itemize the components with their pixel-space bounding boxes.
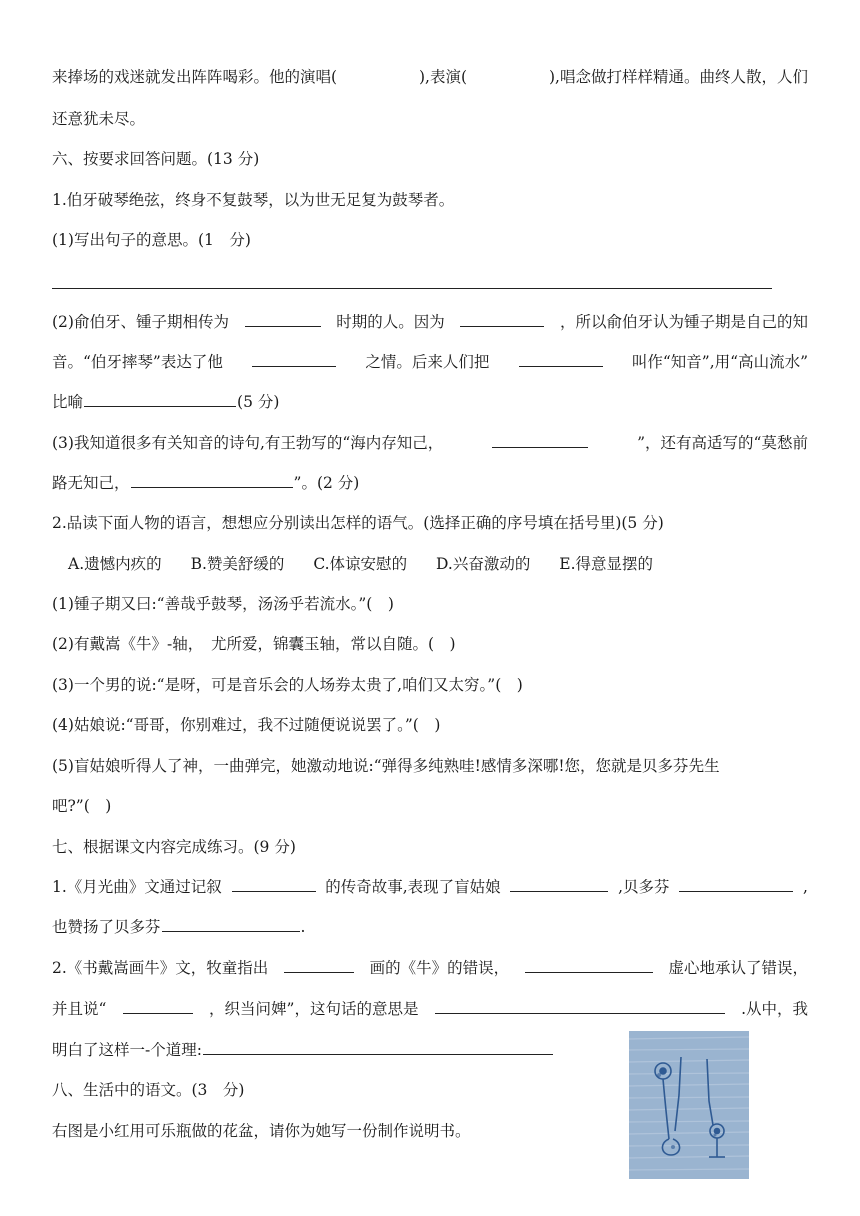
s7-q1-text-c: ,贝多芬 [618, 878, 670, 896]
s7-q1-text-b: 的传奇故事,表现了盲姑娘 [325, 878, 501, 896]
fill-blank[interactable] [525, 958, 653, 973]
fill-blank[interactable] [123, 999, 193, 1014]
fill-blank[interactable] [435, 999, 725, 1014]
s6-q2-item-4[interactable]: (4)姑娘说:“哥哥，你别难过，我不过随便说说罢了。”( ) [52, 716, 441, 734]
section-8-title: 八、生活中的语文。(3 分) [52, 1081, 245, 1099]
q1-3-text-b: ”，还有高适写的“莫愁前 [637, 434, 808, 452]
option-d: D.兴奋激动的 [436, 555, 531, 573]
q1-2-text-f: 叫作“知音”,用“高山流水” [631, 353, 808, 371]
q2-5-text-a: (5)盲姑娘听得人了神，一曲弹完，她激动地说:“弹得多纯熟哇!感情多深哪!您，您就是贝多芬先生 [52, 757, 720, 775]
s7-q2-text-f: .从中，我 [741, 1000, 808, 1018]
s6-question-1: 1.伯牙破琴绝弦，终身不复鼓琴，以为世无足复为鼓琴者。 [52, 191, 455, 209]
s7-q2-text-d: 并且说“ [52, 1000, 107, 1018]
s7-q1-text-a: 1.《月光曲》文通过记叙 [52, 878, 222, 896]
option-a: A.遗憾内疚的 [68, 555, 162, 573]
s5-text-a: 来捧场的戏迷就发出阵阵喝彩。他的演唱( [52, 68, 338, 86]
s5-text-b: ),表演( [419, 68, 468, 86]
q1-2-text-a: (2)俞伯牙、锺子期相传为 [52, 313, 229, 331]
s5-text-c: ),唱念做打样样精通。曲终人散，人们 [548, 68, 808, 86]
q1-2-text-g: 比喻 [52, 393, 84, 411]
answer-line[interactable] [52, 287, 772, 289]
s6-q1-part3-line2 [52, 473, 808, 493]
fill-blank[interactable] [252, 352, 336, 367]
flower-pot-photo [629, 1031, 749, 1179]
fill-blank[interactable] [203, 1040, 553, 1055]
s7-q1-text-d: , [802, 878, 808, 896]
q1-2-text-e: 之情。后来人们把 [365, 353, 490, 371]
s6-q2-item-5[interactable] [52, 756, 808, 776]
fill-blank[interactable] [232, 877, 316, 892]
fill-blank[interactable] [131, 473, 293, 488]
q1-2-text-c: ，所以俞伯牙认为锺子期是自己的知 [559, 313, 808, 331]
s6-q2-item-5-cont[interactable]: 吧?”( ) [52, 797, 112, 815]
s7-q2-line3 [52, 1040, 612, 1060]
s5-line-2: 还意犹未尽。 [52, 110, 146, 128]
fill-blank[interactable] [162, 917, 300, 932]
fill-blank[interactable] [510, 877, 608, 892]
s7-q2-text-a: 2.《书戴嵩画牛》文，牧童指出 [52, 959, 269, 977]
s7-q1-text-f: . [300, 918, 306, 936]
fill-blank[interactable] [84, 392, 236, 407]
fill-blank[interactable] [284, 958, 354, 973]
q1-3-text-d: ”。(2 分) [293, 474, 360, 492]
s7-q2-text-c: 虚心地承认了错误， [668, 959, 808, 977]
s7-q1-line2 [52, 917, 808, 937]
option-c: C.体谅安慰的 [313, 555, 408, 573]
s6-q2-item-3[interactable]: (3)一个男的说:“是呀，可是音乐会的人场券太贵了,咱们又太穷。”( ) [52, 676, 523, 694]
s7-q2-line2 [52, 999, 808, 1019]
s6-q1-part3-line1 [52, 433, 808, 453]
q1-2-score: (5 分) [237, 393, 280, 411]
s7-q2-line1 [52, 958, 808, 978]
s6-q1-part2-line2 [52, 352, 808, 372]
q1-3-text-c: 路无知己， [52, 474, 130, 492]
s7-q1-line1 [52, 877, 808, 897]
section-6-title: 六、按要求回答问题。(13 分) [52, 150, 260, 168]
s6-q2-item-2[interactable]: (2)有戴嵩《牛》-轴， 尤所爱，锦囊玉轴，常以自随。( ) [52, 635, 456, 653]
s7-q1-text-e: 也赞扬了贝多芬 [52, 918, 161, 936]
section-7-title: 七、根据课文内容完成练习。(9 分) [52, 838, 296, 856]
option-e: E.得意显摆的 [559, 555, 654, 573]
fill-blank[interactable] [679, 877, 793, 892]
s6-question-2: 2.品读下面人物的语言，想想应分别读出怎样的语气。(选择正确的序号填在括号里)(5 分) [52, 514, 664, 532]
tone-options [68, 554, 824, 574]
s8-description: 右图是小红用可乐瓶做的花盆，请你为她写一份制作说明书。 [52, 1122, 471, 1140]
fill-blank[interactable] [460, 312, 544, 327]
s7-q2-text-b: 画的《牛》的错误， [369, 959, 510, 977]
q1-3-text-a: (3)我知道很多有关知音的诗句,有王勃写的“海内存知己， [52, 434, 444, 452]
s6-q1-part1: (1)写出句子的意思。(1 分) [52, 231, 251, 249]
s6-q2-item-1[interactable]: (1)锺子期又曰:“善哉乎鼓琴，汤汤乎若流水。”( ) [52, 595, 394, 613]
q1-2-text-d: 音。“伯牙摔琴”表达了他 [52, 353, 223, 371]
fill-blank[interactable] [492, 433, 588, 448]
s6-q1-part2-line1 [52, 312, 808, 332]
fill-blank[interactable] [519, 352, 603, 367]
s7-q2-text-e: ，织当问婢”，这句话的意思是 [209, 1000, 419, 1018]
fill-blank[interactable] [245, 312, 321, 327]
s6-q1-part2-line3 [52, 392, 808, 412]
s5-line-1 [52, 67, 808, 87]
s7-q2-text-g: 明白了这样一-个道理: [52, 1041, 202, 1059]
q1-2-text-b: 时期的人。因为 [336, 313, 445, 331]
option-b: B.赞美舒缓的 [190, 555, 285, 573]
